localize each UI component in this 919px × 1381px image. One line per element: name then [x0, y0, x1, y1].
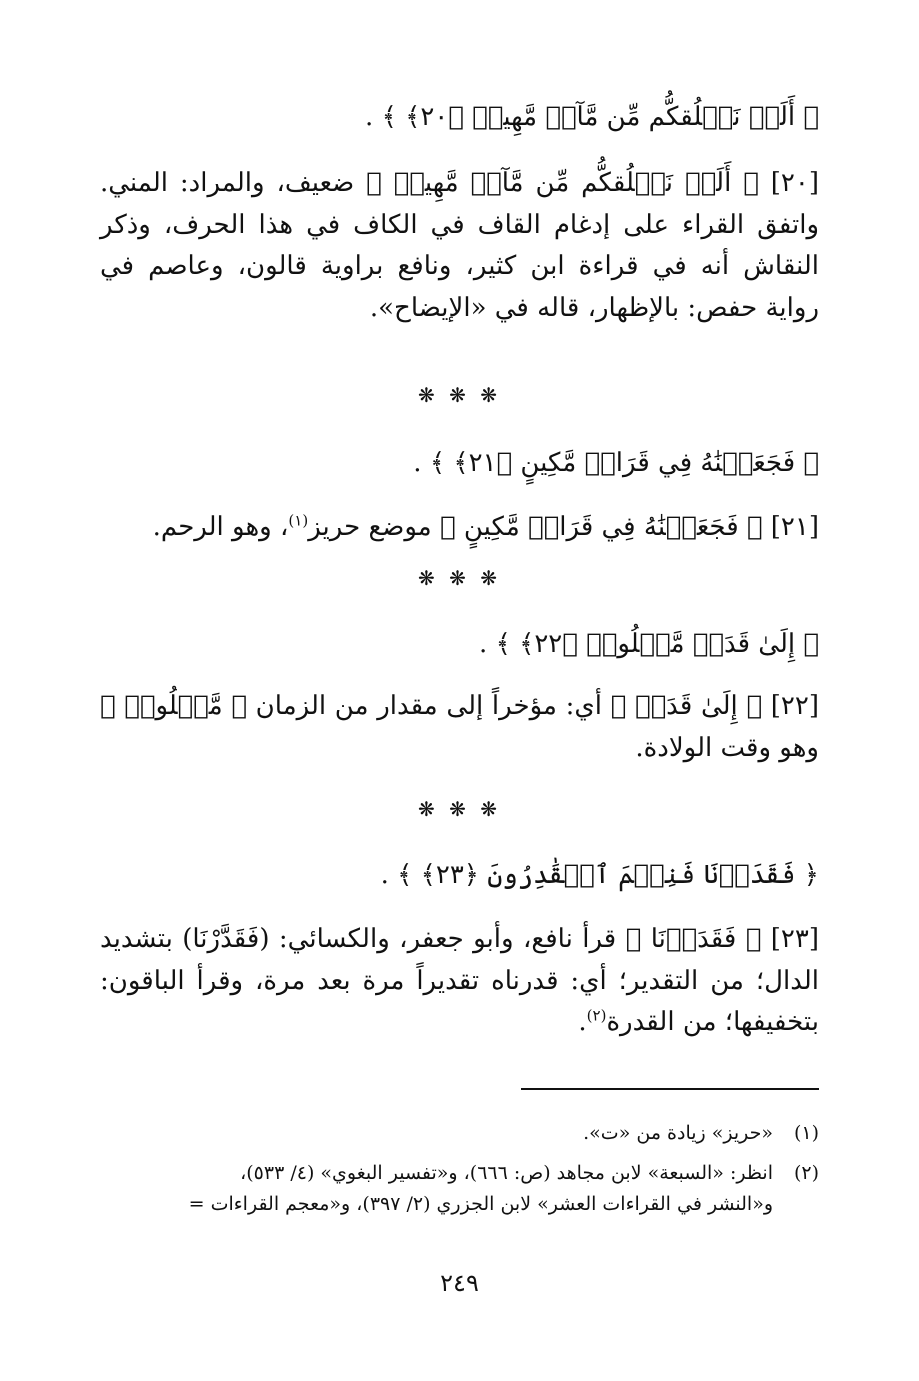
verse-20: ﴿ أَلَمۡ نَخۡلُقكُّم مِّن مَّآءٖ مَّهِينٖ ﴿٢٠﴾ ﴾ . — [365, 102, 819, 132]
commentary-21 — [100, 507, 819, 549]
commentary-23-text: [٢٣] ﴿ فَقَدَرۡنَا ﴾ قرأ نافع، وأبو جعفر، والكسائي: (فَقَدَّرْنَا) بتشديد الدال؛ من التقدير؛ أي: قدرناه تقديراً مرة بعد مرة، وقرأ الباقون: بتخفيفها؛ من القدرة — [100, 924, 819, 1037]
footnote-2-number: (٢) — [793, 1162, 819, 1184]
commentary-23 — [100, 919, 819, 1044]
footnote-2 — [100, 1158, 819, 1220]
commentary-21-tail: ، وهو الرحم. — [152, 512, 289, 542]
footnote-divider — [521, 1088, 819, 1090]
verse-21: ﴿ فَجَعَلۡنَٰهُ فِي قَرَارٖ مَّكِينٍ ﴿٢١﴾ ﴾ . — [413, 448, 819, 478]
footnote-1-number: (١) — [793, 1122, 819, 1144]
verse-23: ﴿ فَقَدَرۡنَا فَنِعۡمَ ٱلۡقَٰدِرُونَ ﴿٢٣﴾ ﴾ . — [380, 860, 819, 890]
separator-2: ❋ ❋ ❋ — [418, 566, 501, 590]
footnote-1 — [100, 1118, 819, 1149]
footnote-2-line-2: و«النشر في القراءات العشر» لابن الجزري (٢/ ٣٩٧)، و«معجم القراءات = — [188, 1193, 773, 1215]
separator-3: ❋ ❋ ❋ — [418, 797, 501, 821]
commentary-23-tail: . — [578, 1007, 587, 1037]
page-number: ٢٤٩ — [440, 1269, 479, 1297]
commentary-20: [٢٠] ﴿ أَلَمۡ نَخۡلُقكُّم مِّن مَّآءٖ مَّهِينٖ ﴾ ضعيف، والمراد: المني. واتفق القراء على إدغام القاف في الكاف في هذا الحرف، وذكر النقاش أنه في قراءة ابن كثير، ونافع براوية قالون، وعاصم في رواية حفص: بالإظهار، قاله في «الإيضاح». — [100, 168, 819, 323]
footnote-ref-2[interactable]: (٢) — [586, 1006, 607, 1025]
commentary-21-text: [٢١] ﴿ فَجَعَلۡنَٰهُ فِي قَرَارٖ مَّكِينٍ ﴾ موضع حريز — [308, 512, 819, 542]
footnote-1-text: «حريز» زيادة من «ت». — [583, 1122, 773, 1144]
footnote-2-line-1: انظر: «السبعة» لابن مجاهد (ص: ٦٦٦)، و«تفسير البغوي» (٤/ ٥٣٣)، — [240, 1162, 773, 1184]
separator-1: ❋ ❋ ❋ — [418, 383, 501, 407]
footnote-ref-1[interactable]: (١) — [288, 511, 309, 530]
commentary-22: [٢٢] ﴿ إِلَىٰ قَدَرٖ ﴾ أي: مؤخراً إلى مقدار من الزمان ﴿ مَّعۡلُومٖ ﴾ وهو وقت الولادة. — [100, 691, 819, 763]
verse-22: ﴿ إِلَىٰ قَدَرٖ مَّعۡلُومٖ ﴿٢٢﴾ ﴾ . — [479, 629, 819, 659]
